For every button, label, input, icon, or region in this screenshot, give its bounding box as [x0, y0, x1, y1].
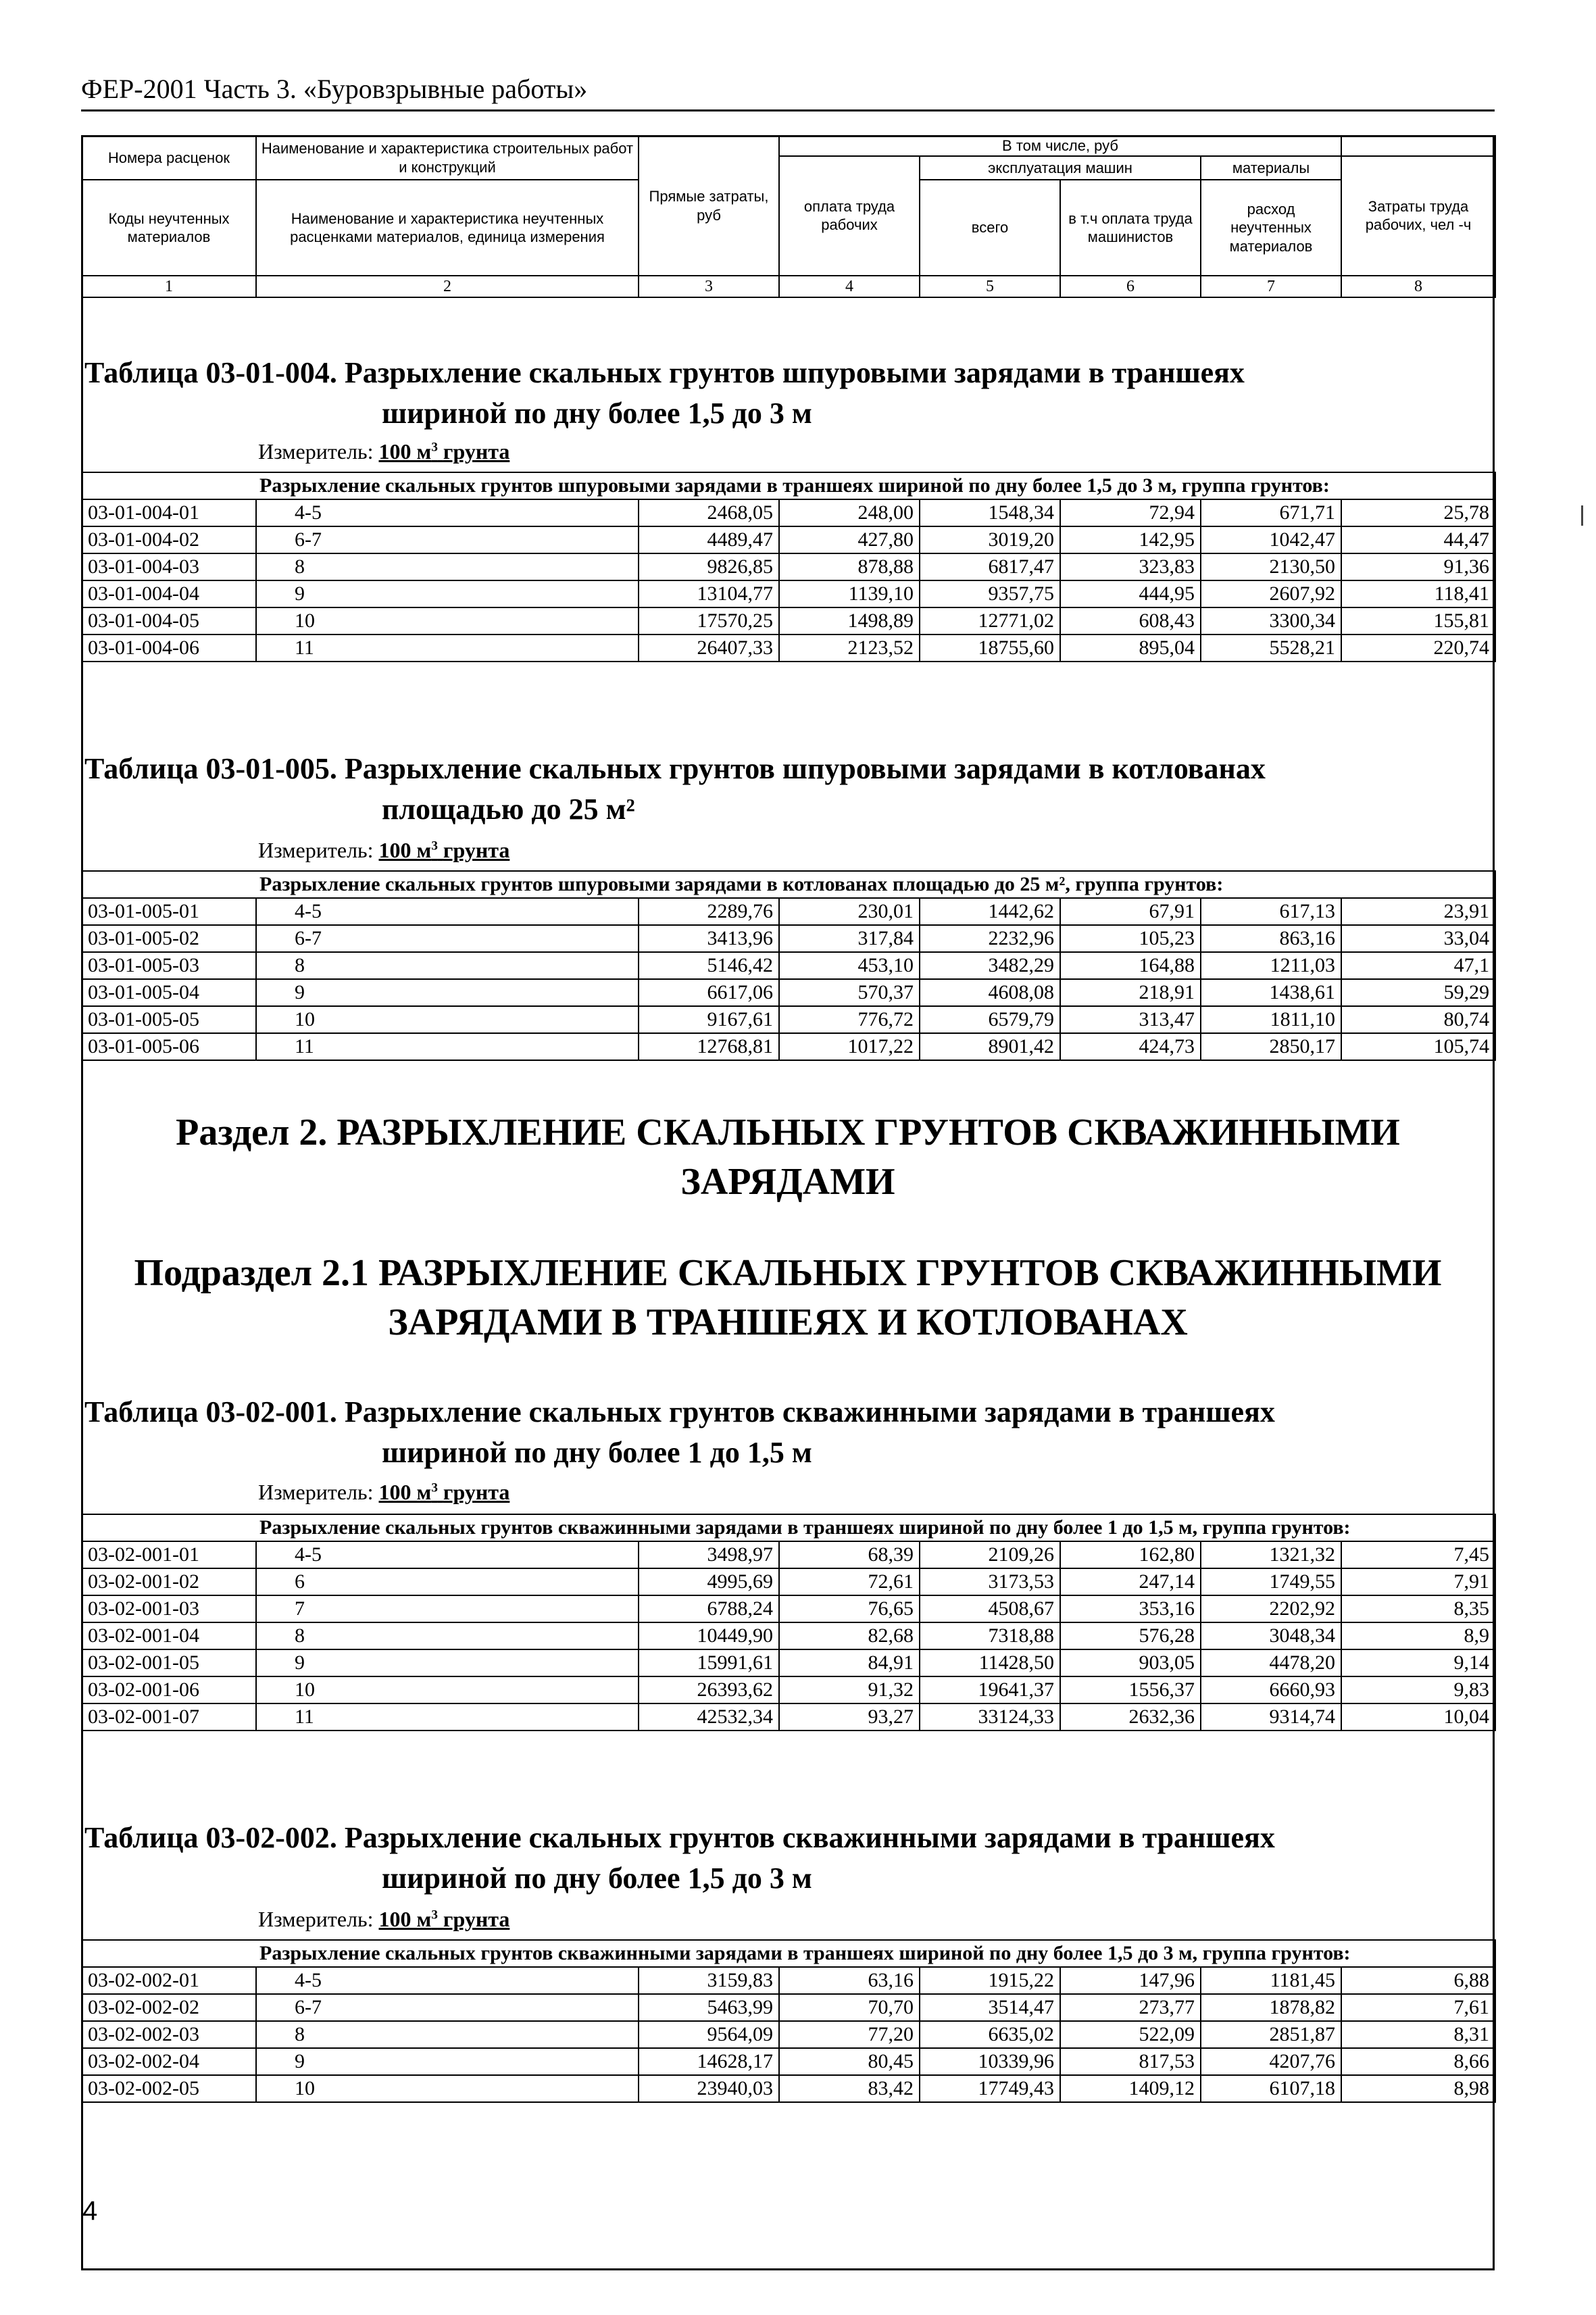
table-row [82, 580, 1495, 607]
materials-cost: 6660,93 [1201, 1676, 1341, 1703]
direct-cost: 3159,83 [639, 1967, 779, 1994]
materials-cost: 9314,74 [1201, 1703, 1341, 1731]
machinist-labor: 273,77 [1060, 1994, 1201, 2021]
labor-hours: 25,78 [1341, 499, 1495, 526]
labor-hours: 118,41 [1341, 580, 1495, 607]
labor-hours: 9,14 [1341, 1649, 1495, 1676]
col1-bottom-header: Коды неучтенных материалов [82, 180, 256, 276]
machine-total: 7318,88 [920, 1622, 1060, 1649]
machine-total: 9357,75 [920, 580, 1060, 607]
labor-hours: 80,74 [1341, 1006, 1495, 1033]
table-title-line1: Таблица 03-02-001. Разрыхление скальных грунтов скважинными зарядами в траншеях [84, 1395, 1275, 1428]
machinist-labor: 903,05 [1060, 1649, 1201, 1676]
col2-bottom-header: Наименование и характеристика неучтенных расценками материалов, единица измерения [256, 180, 639, 276]
rate-code: 03-02-001-05 [82, 1649, 256, 1676]
rate-code: 03-01-005-06 [82, 1033, 256, 1060]
rate-code: 03-02-001-03 [82, 1595, 256, 1622]
labor-cost: 1017,22 [779, 1033, 920, 1060]
machinist-labor: 105,23 [1060, 925, 1201, 952]
measure-line [258, 838, 509, 863]
labor-hours: 105,74 [1341, 1033, 1495, 1060]
table-row [82, 898, 1495, 925]
materials-cost: 3300,34 [1201, 607, 1341, 634]
table-title-line2: шириной по дну более 1,5 до 3 м [382, 1861, 812, 1895]
labor-hours: 59,29 [1341, 979, 1495, 1006]
table-row [82, 2048, 1495, 2075]
labor-hours: 220,74 [1341, 634, 1495, 662]
col4-header: оплата труда рабочих [779, 156, 920, 276]
soil-group: 10 [256, 2075, 639, 2102]
group-header: В том числе, руб [779, 136, 1341, 156]
materials-cost: 1438,61 [1201, 979, 1341, 1006]
col-number: 6 [1060, 276, 1201, 297]
table-title-line1: Таблица 03-02-002. Разрыхление скальных грунтов скважинными зарядами в траншеях [84, 1821, 1275, 1854]
table-row [82, 607, 1495, 634]
direct-cost: 26393,62 [639, 1676, 779, 1703]
table-title-line2: шириной по дну более 1 до 1,5 м [382, 1435, 812, 1469]
materials-cost: 1181,45 [1201, 1967, 1341, 1994]
rate-code: 03-02-001-06 [82, 1676, 256, 1703]
rate-code: 03-01-004-06 [82, 634, 256, 662]
direct-cost: 42532,34 [639, 1703, 779, 1731]
soil-group: 4-5 [256, 898, 639, 925]
measure-value: 100 м [378, 1907, 432, 1931]
labor-cost: 93,27 [779, 1703, 920, 1731]
materials-cost: 1042,47 [1201, 526, 1341, 553]
rate-code: 03-01-005-01 [82, 898, 256, 925]
machine-total: 17749,43 [920, 2075, 1060, 2102]
rate-code: 03-02-002-03 [82, 2021, 256, 2048]
machinist-labor: 247,14 [1060, 1568, 1201, 1595]
direct-cost: 3498,97 [639, 1541, 779, 1568]
machinist-labor: 608,43 [1060, 607, 1201, 634]
rate-code: 03-01-005-03 [82, 952, 256, 979]
materials-cost: 671,71 [1201, 499, 1341, 526]
rate-code: 03-02-002-02 [82, 1994, 256, 2021]
labor-cost: 70,70 [779, 1994, 920, 2021]
col5-header: всего [920, 180, 1060, 276]
rate-code: 03-01-004-04 [82, 580, 256, 607]
col7-header: расход неучтенных материалов [1201, 180, 1341, 276]
machine-total: 1548,34 [920, 499, 1060, 526]
table-row [82, 952, 1495, 979]
col8-header: Затраты труда рабочих, чел -ч [1341, 156, 1495, 276]
labor-hours: 47,1 [1341, 952, 1495, 979]
table-description-row [82, 472, 1495, 499]
soil-group: 6-7 [256, 1994, 639, 2021]
materials-cost: 1211,03 [1201, 952, 1341, 979]
table-row [82, 1622, 1495, 1649]
rate-code: 03-01-004-05 [82, 607, 256, 634]
table-row [82, 925, 1495, 952]
materials-cost: 2130,50 [1201, 553, 1341, 580]
materials-cost: 863,16 [1201, 925, 1341, 952]
machine-total: 10339,96 [920, 2048, 1060, 2075]
machine-total: 2109,26 [920, 1541, 1060, 1568]
soil-group: 6-7 [256, 526, 639, 553]
measure-value: 100 м [378, 1480, 432, 1504]
section-title-line2: ЗАРЯДАМИ [680, 1160, 895, 1203]
table-row [82, 979, 1495, 1006]
labor-hours: 91,36 [1341, 553, 1495, 580]
labor-cost: 878,88 [779, 553, 920, 580]
measure-line [258, 1907, 509, 1932]
table-description: Разрыхление скальных грунтов шпуровыми зарядами в траншеях шириной по дну более 1,5 до 3 м, группа грунтов: [82, 472, 1495, 499]
rate-code: 03-01-004-03 [82, 553, 256, 580]
measure-unit: грунта [443, 1480, 510, 1504]
table-description-row [82, 1940, 1495, 1967]
materials-cost: 4207,76 [1201, 2048, 1341, 2075]
col-number: 7 [1201, 276, 1341, 297]
table-title [84, 1818, 1275, 1899]
labor-cost: 427,80 [779, 526, 920, 553]
materials-cost: 1878,82 [1201, 1994, 1341, 2021]
labor-cost: 83,42 [779, 2075, 920, 2102]
table-title [84, 353, 1245, 434]
table-row [82, 1676, 1495, 1703]
margin-mark [1581, 505, 1583, 526]
soil-group: 10 [256, 1006, 639, 1033]
rate-code: 03-02-002-01 [82, 1967, 256, 1994]
header-spacer [1341, 136, 1495, 156]
soil-group: 9 [256, 2048, 639, 2075]
measure-sup: 3 [431, 839, 438, 853]
table-title-line2: шириной по дну более 1,5 до 3 м [382, 396, 812, 430]
table-title [84, 1392, 1275, 1473]
labor-cost: 68,39 [779, 1541, 920, 1568]
machinist-labor: 817,53 [1060, 2048, 1201, 2075]
table-row [82, 1649, 1495, 1676]
soil-group: 6 [256, 1568, 639, 1595]
materials-cost: 5528,21 [1201, 634, 1341, 662]
materials-cost: 6107,18 [1201, 2075, 1341, 2102]
soil-group: 10 [256, 1676, 639, 1703]
table-row [82, 2075, 1495, 2102]
soil-group: 9 [256, 580, 639, 607]
machinist-labor: 313,47 [1060, 1006, 1201, 1033]
machinist-labor: 147,96 [1060, 1967, 1201, 1994]
measure-value: 100 м [378, 838, 432, 862]
measure-sup: 3 [431, 1480, 438, 1495]
labor-hours: 8,98 [1341, 2075, 1495, 2102]
labor-cost: 776,72 [779, 1006, 920, 1033]
table-row [82, 1568, 1495, 1595]
machinist-labor: 424,73 [1060, 1033, 1201, 1060]
measure-sup: 3 [431, 440, 438, 455]
direct-cost: 10449,90 [639, 1622, 779, 1649]
machine-total: 2232,96 [920, 925, 1060, 952]
labor-cost: 76,65 [779, 1595, 920, 1622]
machine-total: 3514,47 [920, 1994, 1060, 2021]
rate-table [81, 1514, 1496, 1731]
machinist-labor: 2632,36 [1060, 1703, 1201, 1731]
soil-group: 11 [256, 634, 639, 662]
machinist-labor: 164,88 [1060, 952, 1201, 979]
col-number: 4 [779, 276, 920, 297]
table-row [82, 1595, 1495, 1622]
machine-total: 6817,47 [920, 553, 1060, 580]
materials-cost: 617,13 [1201, 898, 1341, 925]
machine-total: 8901,42 [920, 1033, 1060, 1060]
labor-cost: 84,91 [779, 1649, 920, 1676]
labor-hours: 7,45 [1341, 1541, 1495, 1568]
col3-header: Прямые затраты, руб [639, 136, 779, 276]
soil-group: 8 [256, 1622, 639, 1649]
soil-group: 8 [256, 952, 639, 979]
labor-cost: 248,00 [779, 499, 920, 526]
table-row [82, 1703, 1495, 1731]
soil-group: 8 [256, 2021, 639, 2048]
measure-prefix: Измеритель: [258, 439, 374, 464]
rate-code: 03-01-005-05 [82, 1006, 256, 1033]
table-title-line2: площадью до 25 м² [382, 792, 635, 826]
soil-group: 10 [256, 607, 639, 634]
subsection-title [81, 1249, 1495, 1347]
direct-cost: 9167,61 [639, 1006, 779, 1033]
machine-total: 6579,79 [920, 1006, 1060, 1033]
measure-prefix: Измеритель: [258, 1907, 374, 1931]
col-number: 5 [920, 276, 1060, 297]
measure-prefix: Измеритель: [258, 1480, 374, 1504]
soil-group: 11 [256, 1703, 639, 1731]
col2-top-header: Наименование и характеристика строительных работ и конструкций [256, 136, 639, 180]
table-row [82, 1541, 1495, 1568]
labor-cost: 72,61 [779, 1568, 920, 1595]
table-row [82, 1033, 1495, 1060]
machine-total: 33124,33 [920, 1703, 1060, 1731]
labor-cost: 570,37 [779, 979, 920, 1006]
subsection-title-line2: ЗАРЯДАМИ В ТРАНШЕЯХ И КОТЛОВАНАХ [388, 1301, 1188, 1343]
machinist-labor: 1556,37 [1060, 1676, 1201, 1703]
labor-hours: 44,47 [1341, 526, 1495, 553]
labor-cost: 1139,10 [779, 580, 920, 607]
rate-code: 03-02-002-05 [82, 2075, 256, 2102]
labor-cost: 317,84 [779, 925, 920, 952]
machine-total: 12771,02 [920, 607, 1060, 634]
labor-hours: 155,81 [1341, 607, 1495, 634]
direct-cost: 4489,47 [639, 526, 779, 553]
soil-group: 7 [256, 1595, 639, 1622]
measure-line [258, 1480, 509, 1505]
labor-cost: 2123,52 [779, 634, 920, 662]
materials-cost: 2202,92 [1201, 1595, 1341, 1622]
soil-group: 4-5 [256, 499, 639, 526]
labor-hours: 10,04 [1341, 1703, 1495, 1731]
direct-cost: 5146,42 [639, 952, 779, 979]
machine-total: 6635,02 [920, 2021, 1060, 2048]
page-number: 4 [82, 2196, 98, 2226]
machinist-labor: 162,80 [1060, 1541, 1201, 1568]
machine-total: 3019,20 [920, 526, 1060, 553]
col-number: 3 [639, 276, 779, 297]
direct-cost: 2468,05 [639, 499, 779, 526]
labor-hours: 8,31 [1341, 2021, 1495, 2048]
machinist-labor: 218,91 [1060, 979, 1201, 1006]
labor-hours: 33,04 [1341, 925, 1495, 952]
table-row [82, 526, 1495, 553]
materials-cost: 4478,20 [1201, 1649, 1341, 1676]
table-description: Разрыхление скальных грунтов скважинными зарядами в траншеях шириной по дну более 1,5 до 3 м, группа грунтов: [82, 1940, 1495, 1967]
measure-value: 100 м [378, 439, 432, 464]
machinist-labor: 576,28 [1060, 1622, 1201, 1649]
soil-group: 8 [256, 553, 639, 580]
materials-cost: 2851,87 [1201, 2021, 1341, 2048]
machinist-labor: 72,94 [1060, 499, 1201, 526]
direct-cost: 26407,33 [639, 634, 779, 662]
header-rule [81, 109, 1495, 111]
table-row [82, 499, 1495, 526]
labor-cost: 453,10 [779, 952, 920, 979]
machinist-labor: 444,95 [1060, 580, 1201, 607]
direct-cost: 12768,81 [639, 1033, 779, 1060]
materials-cost: 2607,92 [1201, 580, 1341, 607]
machine-total: 4608,08 [920, 979, 1060, 1006]
rate-code: 03-02-001-07 [82, 1703, 256, 1731]
section-title [81, 1108, 1495, 1207]
direct-cost: 9564,09 [639, 2021, 779, 2048]
direct-cost: 6788,24 [639, 1595, 779, 1622]
table-row [82, 634, 1495, 662]
subsection-title-line1: Подраздел 2.1 РАЗРЫХЛЕНИЕ СКАЛЬНЫХ ГРУНТОВ СКВАЖИННЫМИ [134, 1252, 1442, 1294]
labor-cost: 1498,89 [779, 607, 920, 634]
table-title-line1: Таблица 03-01-005. Разрыхление скальных грунтов шпуровыми зарядами в котлованах [84, 752, 1266, 785]
labor-hours: 9,83 [1341, 1676, 1495, 1703]
direct-cost: 4995,69 [639, 1568, 779, 1595]
rate-table [81, 472, 1496, 662]
direct-cost: 3413,96 [639, 925, 779, 952]
table-description: Разрыхление скальных грунтов скважинными зарядами в траншеях шириной по дну более 1 до 1,5 м, группа грунтов: [82, 1514, 1495, 1541]
materials-cost: 1749,55 [1201, 1568, 1341, 1595]
column-header-table [81, 135, 1496, 298]
machine-total: 19641,37 [920, 1676, 1060, 1703]
labor-hours: 7,91 [1341, 1568, 1495, 1595]
machine-total: 1915,22 [920, 1967, 1060, 1994]
rate-table [81, 1939, 1496, 2103]
table-row [82, 1006, 1495, 1033]
machine-total: 3482,29 [920, 952, 1060, 979]
rate-table [81, 870, 1496, 1061]
table-row [82, 1967, 1495, 1994]
materials-group-header: материалы [1201, 156, 1341, 180]
rate-code: 03-01-004-01 [82, 499, 256, 526]
rate-code: 03-01-005-04 [82, 979, 256, 1006]
measure-sup: 3 [431, 1908, 438, 1922]
direct-cost: 2289,76 [639, 898, 779, 925]
machinist-labor: 142,95 [1060, 526, 1201, 553]
machinist-labor: 353,16 [1060, 1595, 1201, 1622]
table-description: Разрыхление скальных грунтов шпуровыми зарядами в котлованах площадью до 25 м², группа грунтов: [82, 871, 1495, 898]
direct-cost: 23940,03 [639, 2075, 779, 2102]
col-number: 1 [82, 276, 256, 297]
measure-unit: грунта [443, 1907, 510, 1931]
rate-code: 03-01-004-02 [82, 526, 256, 553]
direct-cost: 13104,77 [639, 580, 779, 607]
measure-unit: грунта [443, 838, 510, 862]
machinist-labor: 1409,12 [1060, 2075, 1201, 2102]
rate-code: 03-02-001-02 [82, 1568, 256, 1595]
machine-total: 11428,50 [920, 1649, 1060, 1676]
machine-total: 4508,67 [920, 1595, 1060, 1622]
machinist-labor: 323,83 [1060, 553, 1201, 580]
materials-cost: 2850,17 [1201, 1033, 1341, 1060]
soil-group: 6-7 [256, 925, 639, 952]
labor-cost: 91,32 [779, 1676, 920, 1703]
rate-code: 03-02-001-01 [82, 1541, 256, 1568]
direct-cost: 5463,99 [639, 1994, 779, 2021]
labor-cost: 80,45 [779, 2048, 920, 2075]
materials-cost: 1321,32 [1201, 1541, 1341, 1568]
labor-cost: 230,01 [779, 898, 920, 925]
soil-group: 4-5 [256, 1541, 639, 1568]
table-title-line1: Таблица 03-01-004. Разрыхление скальных грунтов шпуровыми зарядами в траншеях [84, 356, 1245, 389]
materials-cost: 3048,34 [1201, 1622, 1341, 1649]
materials-cost: 1811,10 [1201, 1006, 1341, 1033]
col6-header: в т.ч оплата труда машинистов [1060, 180, 1201, 276]
direct-cost: 6617,06 [639, 979, 779, 1006]
measure-prefix: Измеритель: [258, 838, 374, 862]
direct-cost: 14628,17 [639, 2048, 779, 2075]
soil-group: 9 [256, 1649, 639, 1676]
col1-top-header: Номера расценок [82, 136, 256, 180]
labor-hours: 6,88 [1341, 1967, 1495, 1994]
labor-cost: 63,16 [779, 1967, 920, 1994]
labor-cost: 82,68 [779, 1622, 920, 1649]
col-number: 8 [1341, 276, 1495, 297]
table-row [82, 553, 1495, 580]
machine-total: 1442,62 [920, 898, 1060, 925]
labor-hours: 8,35 [1341, 1595, 1495, 1622]
direct-cost: 17570,25 [639, 607, 779, 634]
machine-total: 18755,60 [920, 634, 1060, 662]
section-title-line1: Раздел 2. РАЗРЫХЛЕНИЕ СКАЛЬНЫХ ГРУНТОВ СКВАЖИННЫМИ [176, 1112, 1400, 1153]
running-header: ФЕР-2001 Часть 3. «Буровзрывные работы» [81, 74, 588, 104]
labor-hours: 8,9 [1341, 1622, 1495, 1649]
direct-cost: 15991,61 [639, 1649, 779, 1676]
measure-line [258, 439, 509, 464]
rate-code: 03-02-002-04 [82, 2048, 256, 2075]
machines-group-header: эксплуатация машин [920, 156, 1201, 180]
soil-group: 4-5 [256, 1967, 639, 1994]
labor-hours: 8,66 [1341, 2048, 1495, 2075]
rate-code: 03-02-001-04 [82, 1622, 256, 1649]
table-description-row [82, 871, 1495, 898]
table-row [82, 1994, 1495, 2021]
machine-total: 3173,53 [920, 1568, 1060, 1595]
machinist-labor: 522,09 [1060, 2021, 1201, 2048]
machinist-labor: 67,91 [1060, 898, 1201, 925]
labor-hours: 23,91 [1341, 898, 1495, 925]
measure-unit: грунта [443, 439, 510, 464]
machinist-labor: 895,04 [1060, 634, 1201, 662]
table-row [82, 2021, 1495, 2048]
direct-cost: 9826,85 [639, 553, 779, 580]
soil-group: 11 [256, 1033, 639, 1060]
col-number: 2 [256, 276, 639, 297]
table-description-row [82, 1514, 1495, 1541]
rate-code: 03-01-005-02 [82, 925, 256, 952]
table-title [84, 749, 1266, 830]
soil-group: 9 [256, 979, 639, 1006]
labor-cost: 77,20 [779, 2021, 920, 2048]
labor-hours: 7,61 [1341, 1994, 1495, 2021]
